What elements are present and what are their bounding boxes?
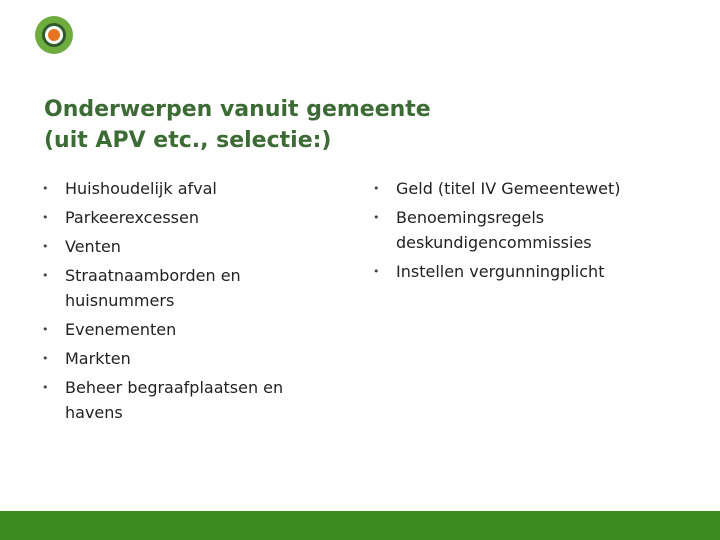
- list-item-label: Benoemingsregels deskundigencommissies: [396, 208, 592, 252]
- bullet-icon: •: [42, 211, 49, 224]
- list-item: [42, 205, 332, 230]
- slide-title-line-2: (uit APV etc., selectie:): [44, 128, 332, 153]
- list-item: [42, 176, 332, 201]
- list-item: [42, 375, 332, 425]
- bullet-icon: •: [373, 265, 380, 278]
- slide-title-line-1: Onderwerpen vanuit gemeente: [44, 97, 431, 122]
- bullet-icon: •: [42, 269, 49, 282]
- list-item-label: Parkeerexcessen: [65, 208, 199, 227]
- list-item-label: Venten: [65, 237, 121, 256]
- list-item: [42, 346, 332, 371]
- circular-logo-icon: [35, 16, 73, 54]
- list-item-label: Huishoudelijk afval: [65, 179, 217, 198]
- bullet-icon: •: [42, 182, 49, 195]
- list-item: [373, 259, 673, 284]
- list-item: [42, 263, 332, 313]
- list-item-label: Geld (titel IV Gemeentewet): [396, 179, 621, 198]
- list-item: [42, 317, 332, 342]
- bullet-icon: •: [42, 323, 49, 336]
- list-item-label: Beheer begraafplaatsen en havens: [65, 378, 284, 422]
- bullet-icon: •: [42, 240, 49, 253]
- list-item-label: Straatnaamborden en huisnummers: [65, 266, 241, 310]
- footer-bar: [0, 511, 720, 540]
- list-item-label: Instellen vergunningplicht: [396, 262, 605, 281]
- list-item: [373, 176, 673, 201]
- bullet-icon: •: [373, 211, 380, 224]
- bullet-icon: •: [42, 381, 49, 394]
- bullet-icon: •: [42, 352, 49, 365]
- slide-title: [44, 94, 684, 156]
- bullet-icon: •: [373, 182, 380, 195]
- list-item: [373, 205, 673, 255]
- left-bullet-list: [42, 176, 332, 429]
- list-item-label: Evenementen: [65, 320, 177, 339]
- right-bullet-list: [373, 176, 673, 288]
- list-item: [42, 234, 332, 259]
- list-item-label: Markten: [65, 349, 131, 368]
